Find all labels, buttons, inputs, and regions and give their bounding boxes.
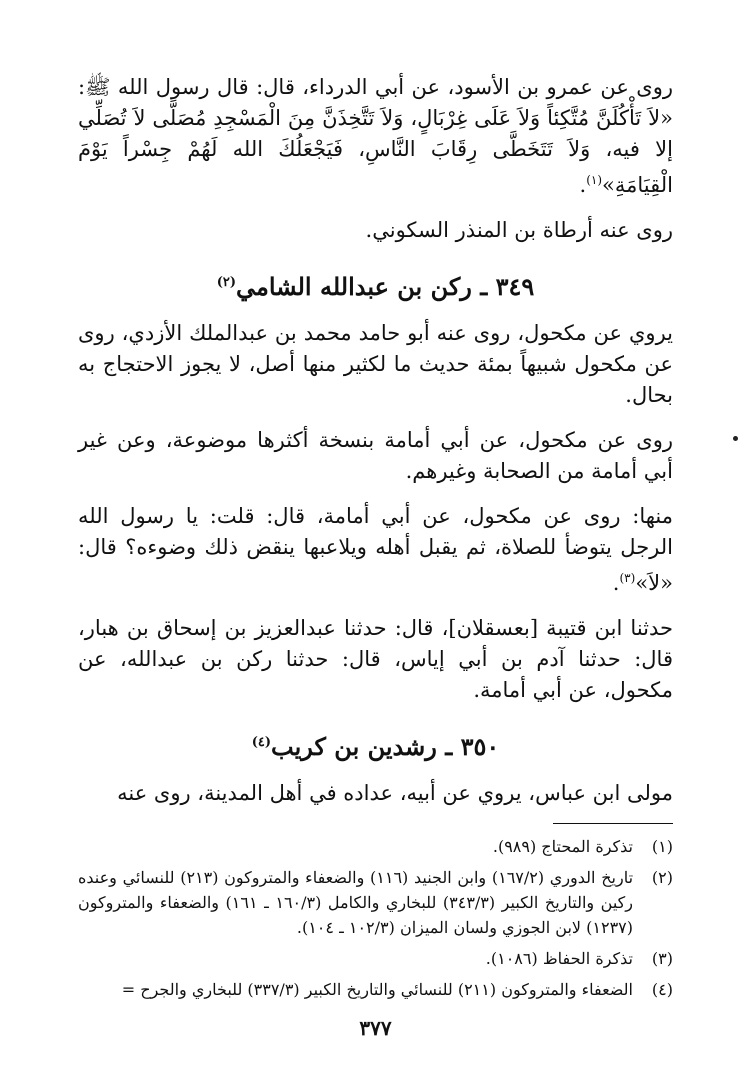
paragraph-makhul: يروي عن مكحول، روى عنه أبو حامد محمد بن عبدالملك الأزدي، روى عن مكحول شبيهاً بمئة حديث ما لكثير منها أصل، لا يجوز الاحتجاج به بحال.	[78, 321, 673, 407]
paragraph-example	[78, 501, 673, 599]
paragraph-narrator: روى عنه أرطاة بن المنذر السكوني.	[365, 218, 673, 242]
footnote-number: (٣)	[651, 949, 673, 968]
footnote-marker-3: (٣)	[619, 571, 636, 585]
paragraph-abu-umama: روى عن مكحول، عن أبي أمامة بنسخة أكثرها موضوعة، وعن غير أبي أمامة من الصحابة وغيرهم.	[78, 428, 673, 483]
footnote-marker-2: (٢)	[216, 275, 237, 290]
paragraph-text: روى عن عمرو بن الأسود، عن أبي الدرداء، قال: قال رسول الله ﷺ: «لاَ تَأْكُلَنَّ مُتَّكِئاً وَلاَ عَلَى غِرْبَالٍ، وَلاَ تَتَّخِذَنَّ مِنَ الْمَسْجِدِ مُصَلًّى لاَ تُصَلِّي إلا فيه، وَلاَ تَتَخَطَّى رِقَابَ النَّاسِ، فَيَجْعَلُكَ الله لَهُمْ جِسْراً يَوْمَ الْقِيَامَةِ»	[78, 75, 673, 197]
footnote-text: تذكرة الحفاظ (١٠٨٦).	[485, 949, 633, 968]
stray-dot	[733, 436, 738, 441]
footnote-marker-1: (١)	[586, 173, 603, 187]
footnote-number: (١)	[651, 837, 673, 856]
paragraph-text: منها: روى عن مكحول، عن أبي أمامة، قال: قلت: يا رسول الله الرجل يتوضأ للصلاة، ثم يقبل أهله ويلاعبها ينقض ذلك وضوءه؟ قال: «لاَ»	[78, 504, 673, 595]
heading-title: ٣٤٩ ـ ركن بن عبدالله الشامي	[236, 272, 535, 301]
footnote-4	[78, 977, 673, 1002]
page-number: ٣٧٧	[359, 1016, 392, 1040]
heading-title: ٣٥٠ ـ رشدين بن كريب	[271, 732, 500, 761]
footnote-2	[78, 865, 673, 940]
footnote-marker-4: (٤)	[251, 735, 272, 750]
paragraph-hadith-abu-darda	[78, 72, 673, 201]
footnote-number: (٢)	[651, 868, 673, 887]
paragraph-isnad: حدثنا ابن قتيبة [بعسقلان]، قال: حدثنا عبدالعزيز بن إسحاق بن هبار، قال: حدثنا آدم بن أبي إياس، قال: حدثنا ركن بن عبدالله، عن مكحول، عن أبي أمامة.	[78, 616, 673, 702]
paragraph-end: .	[612, 571, 620, 595]
heading-entry-350	[78, 726, 673, 764]
footnote-text: تذكرة المحتاج (٩٨٩).	[492, 837, 633, 856]
footnote-3	[78, 946, 673, 971]
footnote-text: الضعفاء والمتروكون (٢١١) للنسائي والتاريخ الكبير (٣٣٧/٣) للبخاري والجرح =	[121, 980, 633, 999]
paragraph-rishdin: مولى ابن عباس، يروي عن أبيه، عداده في أهل المدينة، روى عنه	[117, 781, 673, 805]
footnote-number: (٤)	[651, 980, 673, 999]
paragraph-end: .	[579, 173, 587, 197]
heading-entry-349	[78, 266, 673, 304]
footnote-1	[78, 834, 673, 859]
footnote-divider	[553, 823, 673, 824]
footnote-text: تاريخ الدوري (١٦٧/٢) وابن الجنيد (١١٦) والضعفاء والمتروكون (٢١٣) للنسائي وعنده ركين والتاريخ الكبير (٣٤٣/٣) للبخاري والكامل (١٦٠/٣ ـ ١٦١) والضعفاء والمتروكون (١٢٣٧) لابن الجوزي ولسان الميزان (١٠٢/٣ ـ ١٠٤).	[78, 868, 634, 937]
